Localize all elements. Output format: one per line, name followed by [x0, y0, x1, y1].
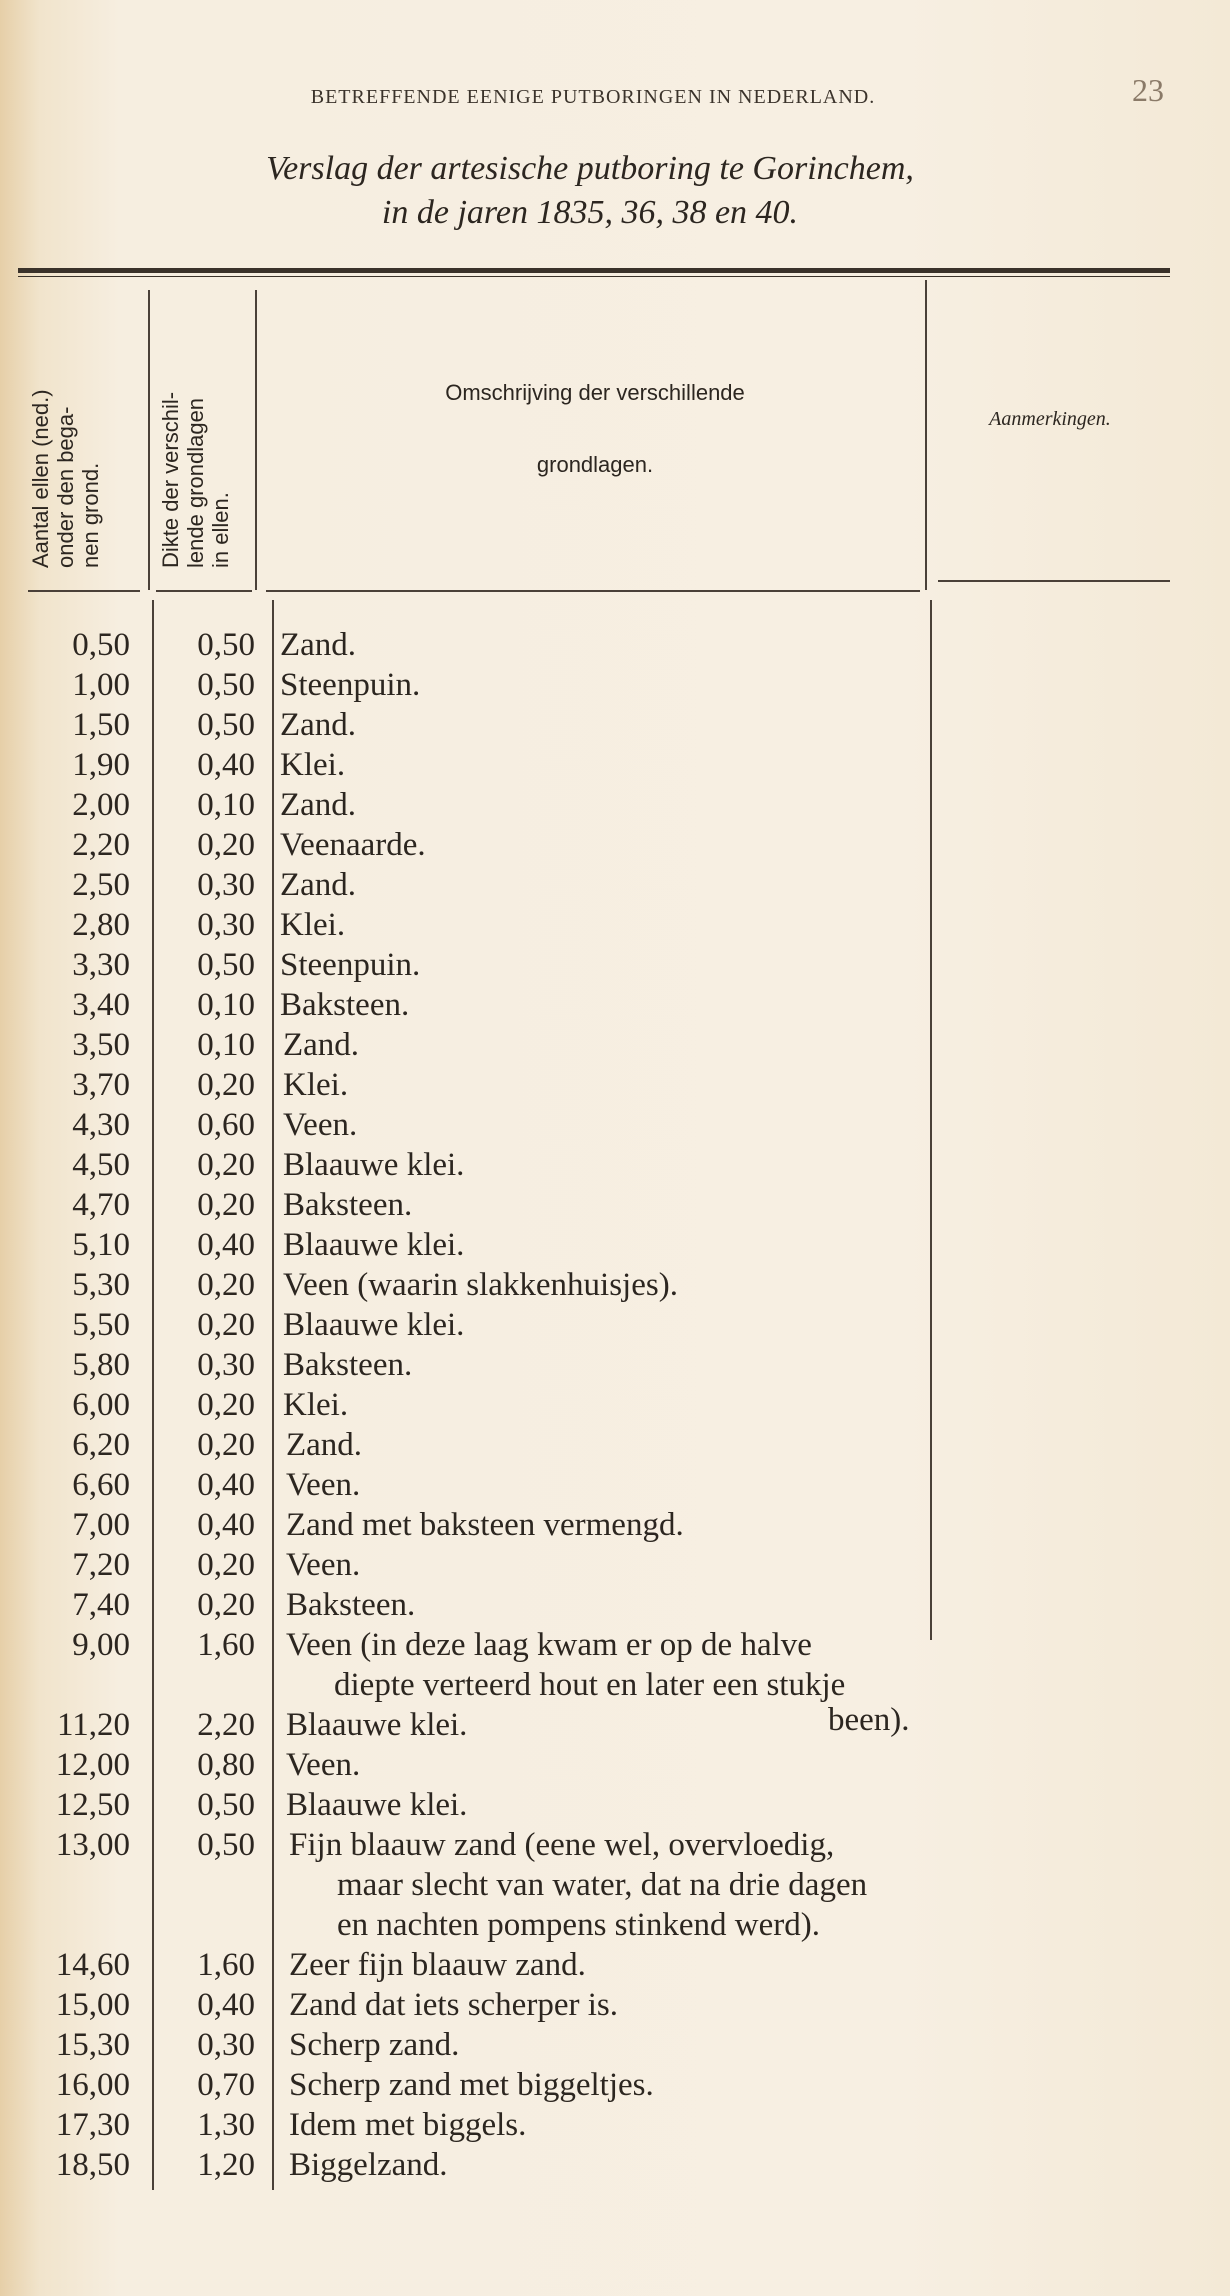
description-cell: Steenpuin. [280, 667, 421, 703]
table-row [0, 665, 1230, 705]
description-cell: Klei. [283, 1387, 349, 1423]
description-cell: en nachten pompens stinkend werd). [337, 1907, 820, 1943]
thickness-cell: 0,40 [197, 1227, 255, 1263]
description-cell: Baksteen. [283, 1347, 413, 1383]
depth-cell: 4,30 [72, 1107, 130, 1143]
header-col2: Dikte der verschil- lende grondlagen in ellen. [158, 391, 233, 568]
table-row [0, 1745, 1230, 1785]
depth-cell: 7,20 [72, 1547, 130, 1583]
header-rule-3 [266, 590, 920, 592]
depth-cell: 15,30 [55, 2027, 130, 2063]
depth-cell: 16,00 [55, 2067, 130, 2103]
table-row [0, 1425, 1230, 1465]
thickness-cell: 2,20 [197, 1707, 255, 1743]
description-cell: Zeer fijn blaauw zand. [289, 1947, 586, 1983]
column-rule-1 [148, 290, 150, 590]
thickness-cell: 0,50 [197, 1827, 255, 1863]
depth-cell: 2,50 [72, 867, 130, 903]
description-cell: Veen. [283, 1107, 358, 1143]
thickness-cell: 0,40 [197, 1987, 255, 2023]
thickness-cell: 0,20 [197, 1187, 255, 1223]
thickness-cell: 0,20 [197, 1067, 255, 1103]
header-col4: Aanmerkingen. [989, 408, 1111, 430]
description-cell: Zand. [286, 1427, 363, 1463]
header-rule-1 [28, 590, 140, 592]
depth-cell: 3,30 [72, 947, 130, 983]
description-cell: Blaauwe klei. [286, 1787, 468, 1823]
description-cell: Blaauwe klei. [283, 1147, 465, 1183]
description-cell: Veen. [286, 1547, 361, 1583]
thickness-cell: 0,20 [197, 1267, 255, 1303]
depth-cell: 3,50 [72, 1027, 130, 1063]
depth-cell: 12,50 [55, 1787, 130, 1823]
table-row [0, 1065, 1230, 1105]
table-row [0, 1145, 1230, 1185]
description-cell: Veen. [286, 1467, 361, 1503]
table-row [0, 785, 1230, 825]
depth-cell: 4,50 [72, 1147, 130, 1183]
depth-cell: 2,20 [72, 827, 130, 863]
description-cell: Zand. [280, 707, 357, 743]
depth-cell: 5,50 [72, 1307, 130, 1343]
header-rule-2 [156, 590, 252, 592]
table-row [0, 1345, 1230, 1385]
depth-cell: 2,00 [72, 787, 130, 823]
thickness-cell: 1,60 [197, 1947, 255, 1983]
thickness-cell: 0,60 [197, 1107, 255, 1143]
thickness-cell: 1,60 [197, 1627, 255, 1663]
description-cell: Scherp zand met biggeltjes. [289, 2067, 654, 2103]
table-row [0, 905, 1230, 945]
depth-cell: 14,60 [55, 1947, 130, 1983]
thickness-cell: 0,20 [197, 827, 255, 863]
depth-cell: 6,00 [72, 1387, 130, 1423]
description-cell: Fijn blaauw zand (eene wel, overvloedig, [289, 1827, 835, 1863]
table-row [0, 1865, 1230, 1905]
table-title: Verslag der artesische putboring te Gorinchem, [266, 150, 914, 187]
depth-cell: 13,00 [55, 1827, 130, 1863]
description-cell: Veen (in deze laag kwam er op de halve [286, 1627, 812, 1663]
header-col3-line2: grondlagen. [536, 452, 654, 477]
thickness-cell: 0,20 [197, 1547, 255, 1583]
table-row [0, 2065, 1230, 2105]
page-number: 23 [1132, 72, 1164, 108]
thickness-cell: 0,20 [197, 1307, 255, 1343]
depth-cell: 17,30 [55, 2107, 130, 2143]
thickness-cell: 0,30 [197, 907, 255, 943]
thickness-cell: 0,40 [197, 1467, 255, 1503]
header-col1: Aantal ellen (ned.) onder den bega- nen grond. [28, 389, 103, 568]
description-cell: Zand. [280, 627, 357, 663]
depth-cell: 5,10 [72, 1227, 130, 1263]
thickness-cell: 0,40 [197, 747, 255, 783]
description-cell: Biggelzand. [289, 2147, 448, 2183]
description-cell: Zand. [283, 1027, 360, 1063]
table-row [0, 1505, 1230, 1545]
table-row [0, 1185, 1230, 1225]
thickness-cell: 0,30 [197, 2027, 255, 2063]
thickness-cell: 0,20 [197, 1387, 255, 1423]
top-rule-thick [18, 268, 1170, 273]
depth-cell: 12,00 [55, 1747, 130, 1783]
running-head: BETREFFENDE EENIGE PUTBORINGEN IN NEDERLAND. [310, 86, 876, 108]
description-cell: maar slecht van water, dat na drie dagen [337, 1867, 868, 1903]
table-row [0, 1705, 1230, 1745]
column-rule-3 [925, 280, 927, 590]
depth-cell: 5,30 [72, 1267, 130, 1303]
description-cell: Zand. [280, 787, 357, 823]
description-cell: Blaauwe klei. [283, 1307, 465, 1343]
depth-cell: 15,00 [55, 1987, 130, 2023]
depth-cell: 3,70 [72, 1067, 130, 1103]
table-row [0, 745, 1230, 785]
depth-cell: 0,50 [72, 627, 130, 663]
table-row [0, 1985, 1230, 2025]
table-row [0, 1665, 1230, 1705]
thickness-cell: 0,20 [197, 1427, 255, 1463]
depth-cell: 2,80 [72, 907, 130, 943]
description-cell: Veen. [286, 1747, 361, 1783]
thickness-cell: 0,50 [197, 667, 255, 703]
thickness-cell: 0,50 [197, 1787, 255, 1823]
table-row [0, 1825, 1230, 1865]
header-col3-line1: Omschrijving der verschillende [445, 380, 745, 405]
thickness-cell: 0,10 [197, 1027, 255, 1063]
thickness-cell: 1,20 [197, 2147, 255, 2183]
description-cell: Blaauwe klei. [283, 1227, 465, 1263]
depth-cell: 9,00 [72, 1627, 130, 1663]
description-cell: Veen (waarin slakkenhuisjes). [283, 1267, 678, 1303]
table-row [0, 705, 1230, 745]
description-cell: Zand met baksteen vermengd. [286, 1507, 684, 1543]
depth-cell: 5,80 [72, 1347, 130, 1383]
depth-cell: 6,60 [72, 1467, 130, 1503]
depth-cell: 11,20 [56, 1707, 130, 1743]
table-row [0, 1105, 1230, 1145]
table-row [0, 1945, 1230, 1985]
description-cell: Veenaarde. [280, 827, 426, 863]
table-row [0, 1905, 1230, 1945]
description-cell: Blaauwe klei. [286, 1707, 468, 1743]
description-cell: Idem met biggels. [289, 2107, 527, 2143]
description-cell: Zand. [280, 867, 357, 903]
depth-cell: 3,40 [72, 987, 130, 1023]
table-row [0, 1305, 1230, 1345]
thickness-cell: 0,40 [197, 1507, 255, 1543]
table-row [0, 985, 1230, 1025]
thickness-cell: 0,10 [197, 787, 255, 823]
depth-cell: 1,00 [72, 667, 130, 703]
depth-cell: 1,50 [72, 707, 130, 743]
thickness-cell: 0,50 [197, 627, 255, 663]
table-row [0, 1225, 1230, 1265]
depth-cell: 18,50 [55, 2147, 130, 2183]
description-cell: Scherp zand. [289, 2027, 460, 2063]
thickness-cell: 0,80 [197, 1747, 255, 1783]
thickness-cell: 0,30 [197, 867, 255, 903]
table-row [0, 1265, 1230, 1305]
table-row [0, 945, 1230, 985]
thickness-cell: 0,20 [197, 1587, 255, 1623]
description-cell: Klei. [283, 1067, 349, 1103]
thickness-cell: 0,30 [197, 1347, 255, 1383]
table-row [0, 2025, 1230, 2065]
continuation-text: been). [828, 1702, 910, 1738]
thickness-cell: 0,50 [197, 947, 255, 983]
table-row [0, 1625, 1230, 1665]
depth-cell: 4,70 [72, 1187, 130, 1223]
table-row [0, 625, 1230, 665]
table-row [0, 1385, 1230, 1425]
depth-cell: 7,40 [72, 1587, 130, 1623]
table-row [0, 1785, 1230, 1825]
table-row [0, 825, 1230, 865]
depth-cell: 7,00 [72, 1507, 130, 1543]
description-cell: Zand dat iets scherper is. [289, 1987, 618, 2023]
top-rule-thin [18, 276, 1170, 277]
depth-cell: 6,20 [72, 1427, 130, 1463]
thickness-cell: 0,10 [197, 987, 255, 1023]
description-cell: Steenpuin. [280, 947, 421, 983]
thickness-cell: 1,30 [197, 2107, 255, 2143]
table-row [0, 2145, 1230, 2185]
table-row [0, 2105, 1230, 2145]
thickness-cell: 0,50 [197, 707, 255, 743]
table-row [0, 1025, 1230, 1065]
column-rule-2 [255, 290, 257, 590]
depth-cell: 1,90 [72, 747, 130, 783]
table-row [0, 865, 1230, 905]
table-subtitle: in de jaren 1835, 36, 38 en 40. [381, 194, 799, 231]
description-cell: Klei. [280, 747, 346, 783]
thickness-cell: 0,70 [197, 2067, 255, 2103]
description-cell: Baksteen. [280, 987, 410, 1023]
header-rule-4 [938, 580, 1170, 582]
description-cell: Baksteen. [283, 1187, 413, 1223]
thickness-cell: 0,20 [197, 1147, 255, 1183]
table-row [0, 1465, 1230, 1505]
description-cell: Klei. [280, 907, 346, 943]
description-cell: diepte verteerd hout en later een stukje [334, 1667, 846, 1703]
table-row [0, 1545, 1230, 1585]
table-row [0, 1585, 1230, 1625]
description-cell: Baksteen. [286, 1587, 416, 1623]
